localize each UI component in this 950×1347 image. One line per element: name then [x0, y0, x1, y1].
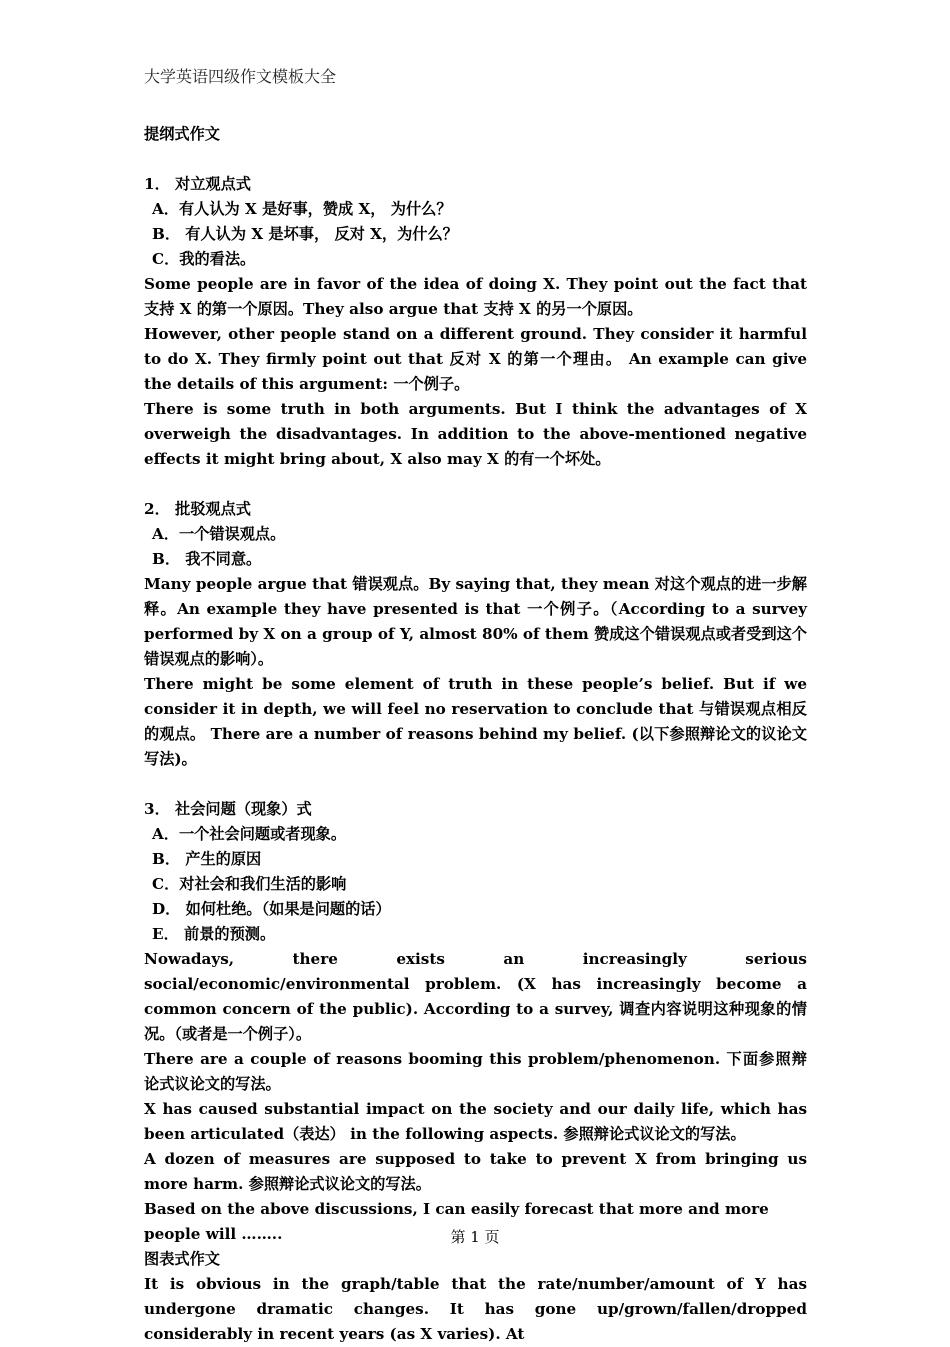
section-title: 提纲式作文 — [144, 125, 220, 143]
outline-item: A．一个社会问题或者现象。 — [152, 825, 347, 843]
paragraph: There is some truth in both arguments. But I think the advantages of X overweigh the disadvantages. In addition to the above-mentioned negative effects it might bring about, X also may X 的有一个坏处。 — [144, 400, 807, 468]
outline-item: B． 我不同意。 — [152, 550, 262, 568]
page-number: 第 1 页 — [450, 1228, 500, 1246]
outline-item: C．对社会和我们生活的影响 — [152, 875, 347, 893]
page-header: 大学英语四级作文模板大全 — [144, 67, 337, 86]
document-body — [144, 122, 807, 1347]
paragraph: Based on the above discussions, I can easily forecast that more and more people will …….. — [144, 1200, 769, 1243]
paragraph: Nowadays, there exists an increasingly serious social/economic/environmental problem. (X has increasingly become a common concern of the public). According to a survey, 调查内容说明这种现象的情况。（或者是一个例子）。 — [144, 950, 807, 1043]
paragraph: Many people argue that 错误观点。By saying that, they mean 对这个观点的进一步解释。An example they have presented is that 一个例子。（According to a survey performed by X on a group of Y, almost 80% of them 赞成这个错误观点或者受到这个错误观点的影响）。 — [144, 575, 807, 668]
paragraph: A dozen of measures are supposed to take to prevent X from bringing us more harm. 参照辩论式议论文的写法。 — [144, 1150, 807, 1193]
heading-3: 3． 社会问题（现象）式 — [144, 800, 312, 818]
paragraph: X has caused substantial impact on the society and our daily life, which has been articulated（表达） in the following aspects. 参照辩论式议论文的写法。 — [144, 1100, 807, 1143]
outline-item: A．有人认为 X 是好事，赞成 X， 为什么？ — [152, 200, 452, 218]
heading-2: 2． 批驳观点式 — [144, 500, 251, 518]
paragraph: There are a couple of reasons booming this problem/phenomenon. 下面参照辩论式议论文的写法。 — [144, 1050, 807, 1093]
heading-1: 1． 对立观点式 — [144, 175, 251, 193]
outline-item: B． 有人认为 X 是坏事， 反对 X，为什么？ — [152, 225, 458, 243]
paragraph: There might be some element of truth in these people’s belief. But if we consider it in depth, we will feel no reservation to conclude that 与错误观点相反的观点。 There are a number of reasons behind my belief. (以下参照辩论文的议论文写法)。 — [144, 675, 807, 768]
outline-item: C．我的看法。 — [152, 250, 256, 268]
outline-item: A．一个错误观点。 — [152, 525, 286, 543]
outline-item: B． 产生的原因 — [152, 850, 262, 868]
outline-item: D． 如何杜绝。（如果是问题的话） — [152, 900, 391, 918]
paragraph: However, other people stand on a different ground. They consider it harmful to do X. They firmly point out that 反对 X 的第一个理由。 An example can give the details of this argument: 一个例子。 — [144, 325, 807, 393]
paragraph: It is obvious in the graph/table that the rate/number/amount of Y has undergone dramatic changes. It has gone up/grown/fallen/dropped considerably in recent years (as X varies). At — [144, 1275, 807, 1343]
outline-item: E． 前景的预测。 — [152, 925, 276, 943]
section-title: 图表式作文 — [144, 1250, 220, 1268]
paragraph: Some people are in favor of the idea of doing X. They point out the fact that 支持 X 的第一个原因。They also argue that 支持 X 的另一个原因。 — [144, 275, 807, 318]
